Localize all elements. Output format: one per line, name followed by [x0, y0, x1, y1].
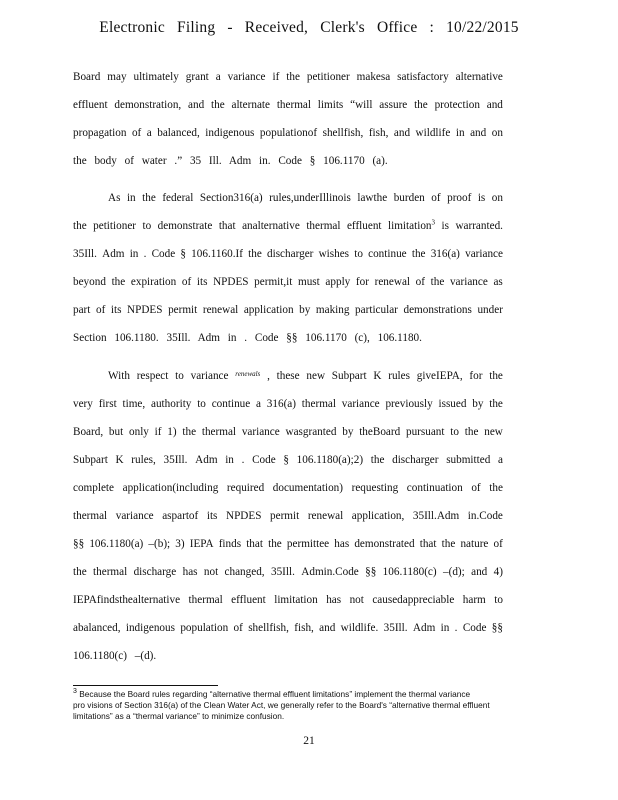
- footnote-number: 3: [73, 688, 77, 696]
- para3-line: Subpart K rules, 35Ill. Adm in . Code § 106.1180(a);2) the discharger submitted a: [73, 454, 503, 466]
- para3-line: very first time, authority to continue a 316(a) thermal variance previously issued by the: [73, 398, 503, 410]
- footnote-marker: 3: [431, 218, 436, 227]
- para2-line: 35Ill. Adm in . Code § 106.1160.If the discharger wishes to continue the 316(a) variance: [73, 248, 503, 260]
- para3-line: With respect to variance renewals , these new Subpart K rules giveIEPA, for the: [108, 370, 503, 382]
- footnote-divider: [73, 685, 218, 686]
- para2-line: Section 106.1180. 35Ill. Adm in . Code §§ 106.1170 (c), 106.1180.: [73, 332, 422, 344]
- footnote-line: pro visions of Section 316(a) of the Clean Water Act, we generally refer to the Board's “alternative thermal effluent: [73, 700, 490, 710]
- para2-line: the petitioner to demonstrate that analternative thermal effluent limitation$^3$ is warranted.: [73, 218, 503, 232]
- para3-line: §§ 106.1180(a) –(b); 3) IEPA finds that the permittee has demonstrated that the nature of: [73, 538, 503, 550]
- para3-line: abalanced, indigenous population of shellfish, fish, and wildlife. 35Ill. Adm in . Code §§: [73, 622, 503, 634]
- para3-line: thermal variance aspartof its NPDES permit renewal application, 35Ill.Adm in.Code: [73, 510, 503, 522]
- para3-line: Board, but only if 1) the thermal variance wasgranted by theBoard pursuant to the new: [73, 426, 503, 438]
- para2-line: As in the federal Section316(a) rules,underIllinois lawthe burden of proof is on: [108, 192, 503, 204]
- para3-line: 106.1180(c) –(d).: [73, 650, 157, 662]
- para3-line: IEPAfindsthealternative thermal effluent limitation has not causedappreciable harm to: [73, 594, 503, 606]
- footnote-line: limitations” as a “thermal variance” to minimize confusion.: [73, 711, 285, 721]
- para2-line: part of its NPDES permit renewal application by making particular demonstrations under: [73, 304, 503, 316]
- filing-header: Electronic Filing - Received, Clerk's Office : 10/22/2015: [99, 19, 519, 36]
- para1-line: effluent demonstration, and the alternate thermal limits “will assure the protection and: [73, 99, 503, 111]
- footnote-line: $^3$ Because the Board rules regarding “alternative thermal effluent limitations” implement the thermal variance: [73, 688, 471, 699]
- page-number: 21: [303, 735, 315, 747]
- para2-line: beyond the expiration of its NPDES permit,it must apply for renewal of the variance as: [73, 276, 503, 288]
- para3-line: the thermal discharge has not changed, 35Ill. Admin.Code §§ 106.1180(c) –(d); and 4): [73, 566, 503, 578]
- para1-line: the body of water .” 35 Ill. Adm in. Code § 106.1170 (a).: [73, 155, 388, 167]
- para1-line: Board may ultimately grant a variance if the petitioner makesa satisfactory alternative: [73, 71, 503, 83]
- para1-line: propagation of a balanced, indigenous populationof shellfish, fish, and wildlife in and on: [73, 127, 503, 139]
- para3-line: complete application(including required documentation) requesting continuation of the: [73, 482, 503, 494]
